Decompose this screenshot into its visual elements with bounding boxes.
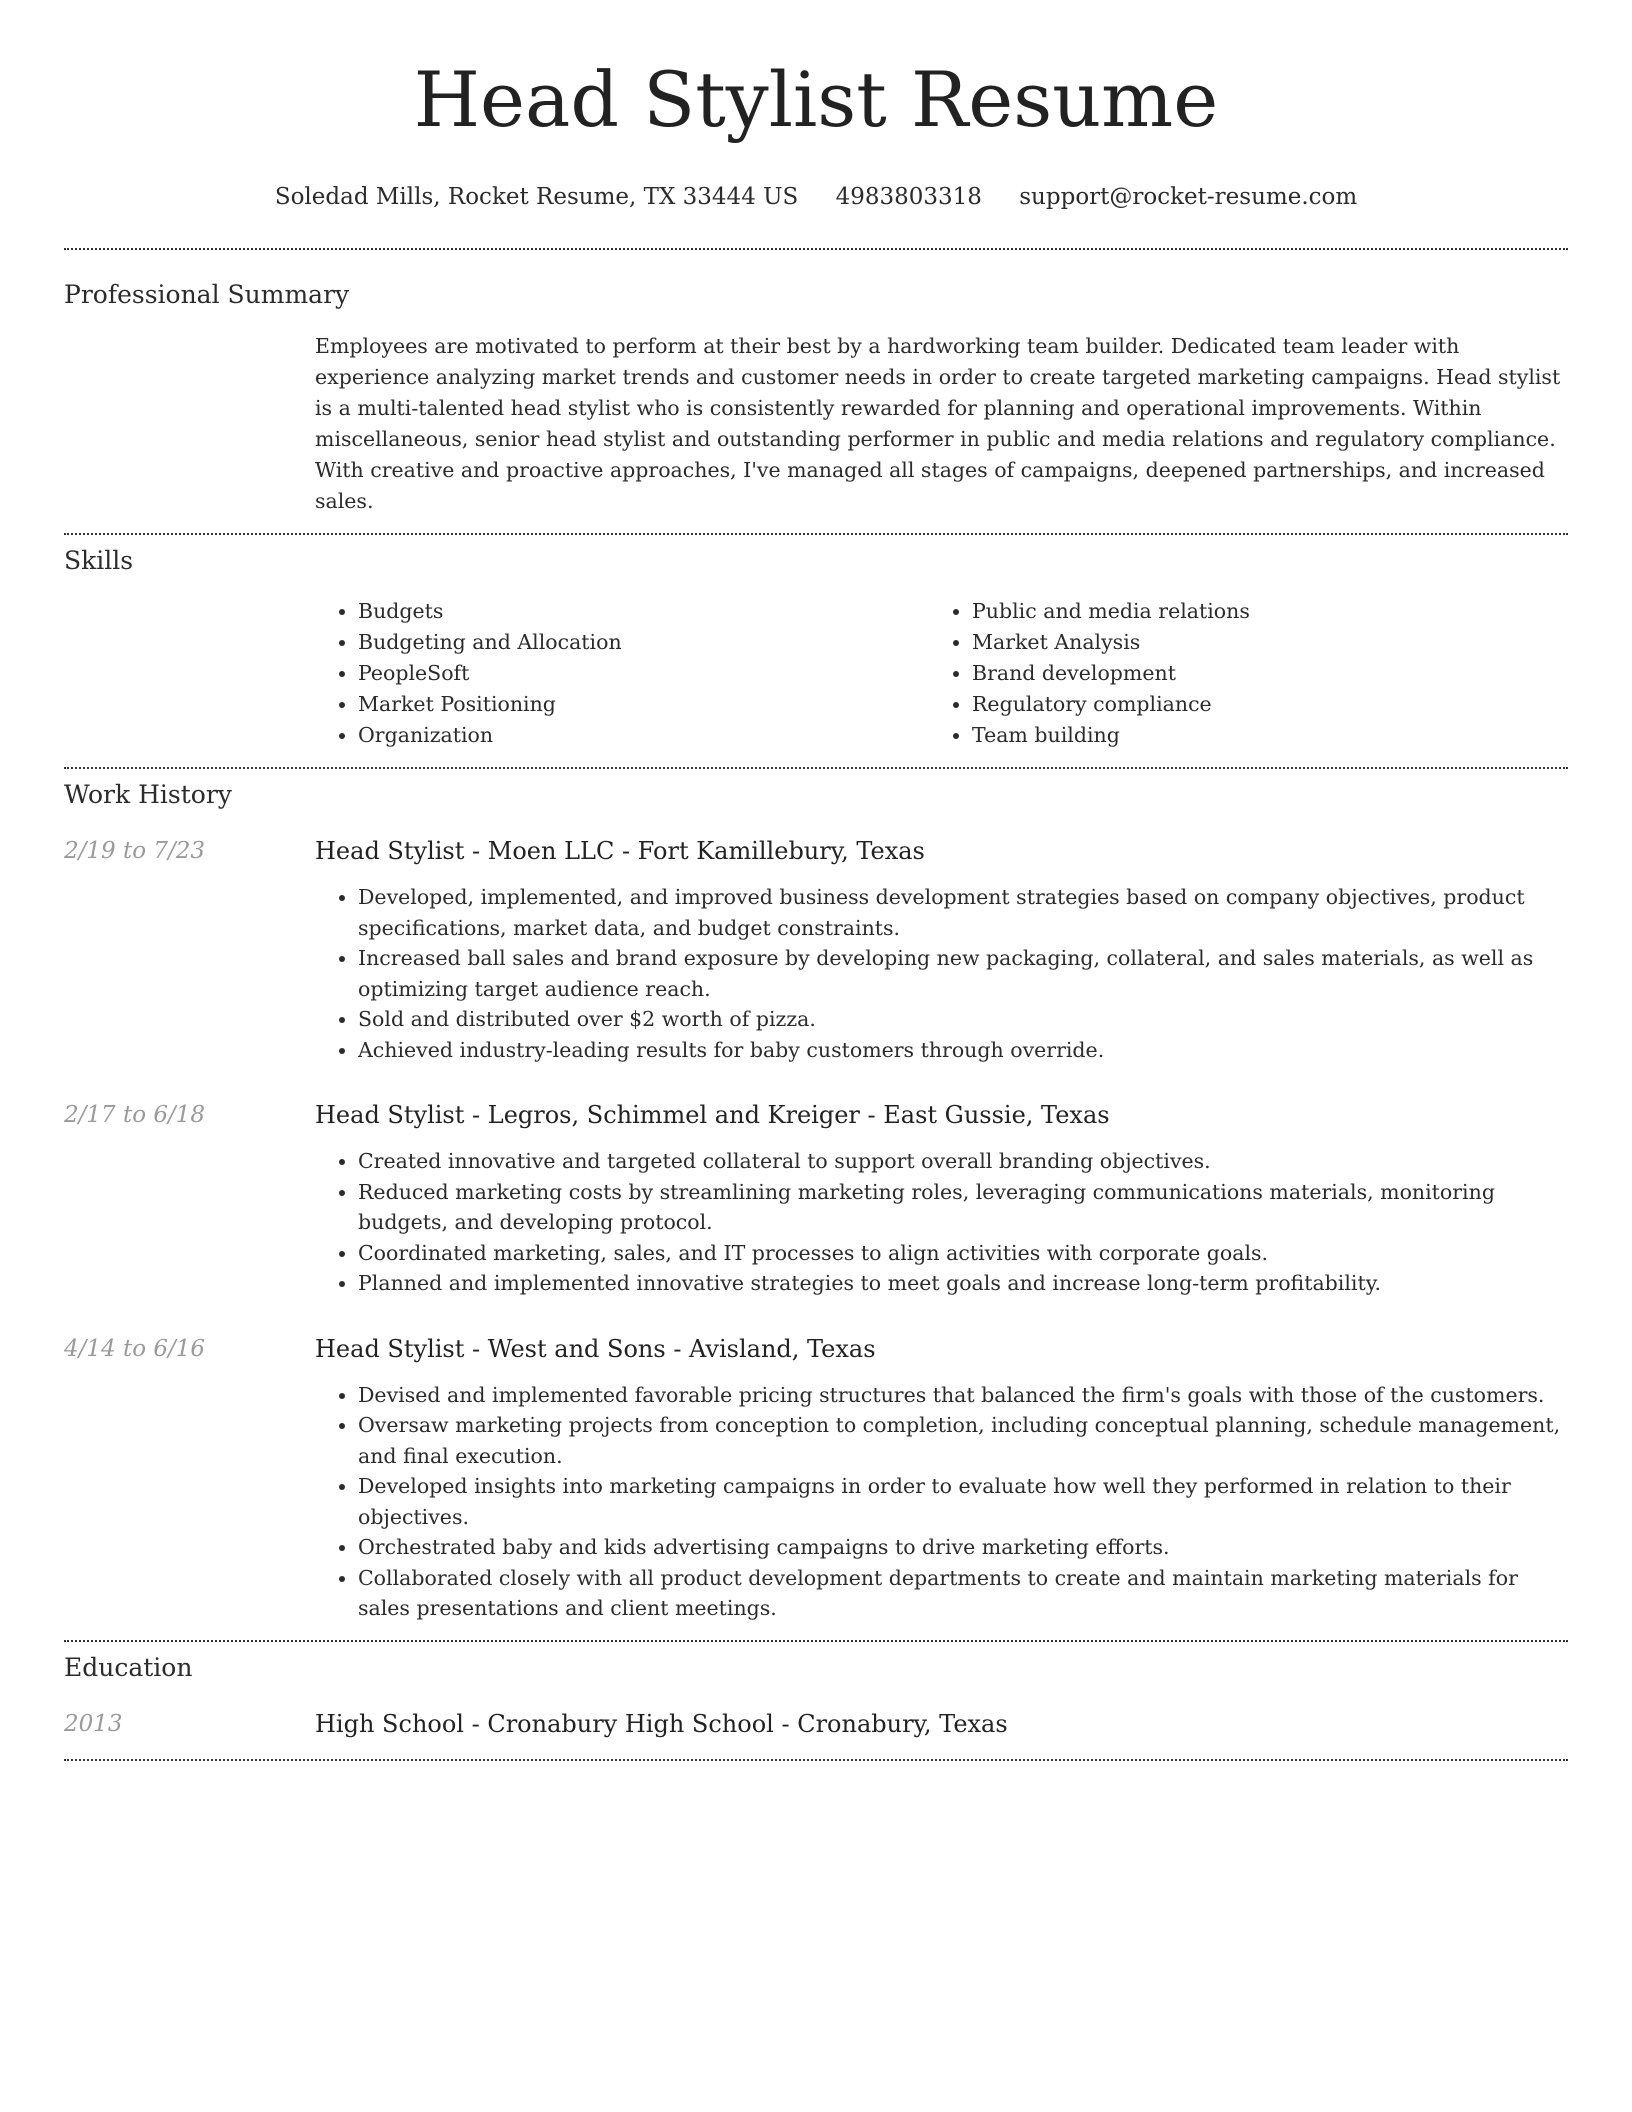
skills-list-right xyxy=(929,596,1501,751)
summary-section xyxy=(64,250,1568,517)
job-dates: 2/17 to 6/18 xyxy=(64,1102,206,1128)
job-entry xyxy=(64,836,1568,1065)
skill-item: • Public and media relations xyxy=(972,596,1501,627)
divider xyxy=(64,1759,1568,1761)
job-bullet: • Coordinated marketing, sales, and IT processes to align activities with corporate goals. xyxy=(358,1238,1568,1269)
job-title: Head Stylist - Legros, Schimmel and Kreiger - East Gussie, Texas xyxy=(315,1101,1110,1129)
work-section xyxy=(64,769,1568,1624)
job-dates: 4/14 to 6/16 xyxy=(64,1335,206,1362)
job-dates: 2/19 to 7/23 xyxy=(64,838,206,864)
work-heading: Work History xyxy=(64,780,232,809)
contact-line xyxy=(64,182,1568,212)
job-bullet: • Sold and distributed over $2 worth of pizza. xyxy=(358,1004,1568,1035)
job-bullet: • Orchestrated baby and kids advertising campaigns to drive marketing efforts. xyxy=(358,1532,1568,1563)
job-bullet: • Developed insights into marketing campaigns in order to evaluate how well they performed in relation to their objectives. xyxy=(358,1471,1568,1532)
skill-item: • Market Positioning xyxy=(358,689,887,720)
skills-heading: Skills xyxy=(64,546,134,575)
job-title: Head Stylist - West and Sons - Avisland, Texas xyxy=(315,1334,876,1363)
skill-item: • Team building xyxy=(972,720,1501,751)
job-bullets xyxy=(315,882,1568,1065)
job-entry xyxy=(64,1100,1568,1299)
job-bullets xyxy=(315,1380,1568,1624)
job-title: Head Stylist - Moen LLC - Fort Kamillebury, Texas xyxy=(315,837,925,865)
contact-phone: 4983803318 xyxy=(835,184,982,210)
skills-section xyxy=(64,535,1568,751)
skill-item: • PeopleSoft xyxy=(358,658,887,689)
skills-list-left xyxy=(315,596,887,751)
skill-item: • Budgets xyxy=(358,596,887,627)
job-bullets xyxy=(315,1146,1568,1299)
education-detail: High School - Cronabury High School - Cronabury, Texas xyxy=(315,1709,1008,1738)
contact-email: support@rocket-resume.com xyxy=(1019,184,1358,210)
skill-item: • Market Analysis xyxy=(972,627,1501,658)
skill-item: • Budgeting and Allocation xyxy=(358,627,887,658)
skill-item: • Organization xyxy=(358,720,887,751)
job-bullet: • Developed, implemented, and improved business development strategies based on company objectives, product specifications, market data, and budget constraints. xyxy=(358,882,1568,943)
job-entry xyxy=(64,1334,1568,1624)
job-bullet: • Planned and implemented innovative strategies to meet goals and increase long-term profitability. xyxy=(358,1268,1568,1299)
contact-address: Soledad Mills, Rocket Resume, TX 33444 US xyxy=(274,184,799,210)
resume-title: Head Stylist Resume xyxy=(413,55,1219,144)
job-bullet: • Collaborated closely with all product development departments to create and maintain marketing materials for sales presentations and client meetings. xyxy=(358,1563,1568,1624)
job-bullet: • Achieved industry-leading results for baby customers through override. xyxy=(358,1035,1568,1066)
education-heading: Education xyxy=(64,1652,193,1682)
education-section xyxy=(64,1642,1568,1739)
skill-item: • Brand development xyxy=(972,658,1501,689)
summary-text: Employees are motivated to perform at their best by a hardworking team builder. Dedicated team leader with experience analyzing market trends and customer needs in order to create targeted marketing campaigns. Head stylist is a multi-talented head stylist who is consistently rewarded for planning and operational improvements. Within miscellaneous, senior head stylist and outstanding performer in public and media relations and regulatory compliance. With creative and proactive approaches, I've managed all stages of campaigns, deepened partnerships, and increased sales. xyxy=(315,334,1561,513)
job-bullet: • Created innovative and targeted collateral to support overall branding objectives. xyxy=(358,1146,1568,1177)
summary-heading: Professional Summary xyxy=(64,280,350,309)
skill-item: • Regulatory compliance xyxy=(972,689,1501,720)
education-year: 2013 xyxy=(64,1710,123,1737)
job-bullet: • Increased ball sales and brand exposure by developing new packaging, collateral, and sales materials, as well as optimizing target audience reach. xyxy=(358,943,1568,1004)
job-bullet: • Reduced marketing costs by streamlining marketing roles, leveraging communications materials, monitoring budgets, and developing protocol. xyxy=(358,1177,1568,1238)
job-bullet: • Devised and implemented favorable pricing structures that balanced the firm's goals with those of the customers. xyxy=(358,1380,1568,1411)
job-bullet: • Oversaw marketing projects from conception to completion, including conceptual planning, schedule management, and final execution. xyxy=(358,1410,1568,1471)
